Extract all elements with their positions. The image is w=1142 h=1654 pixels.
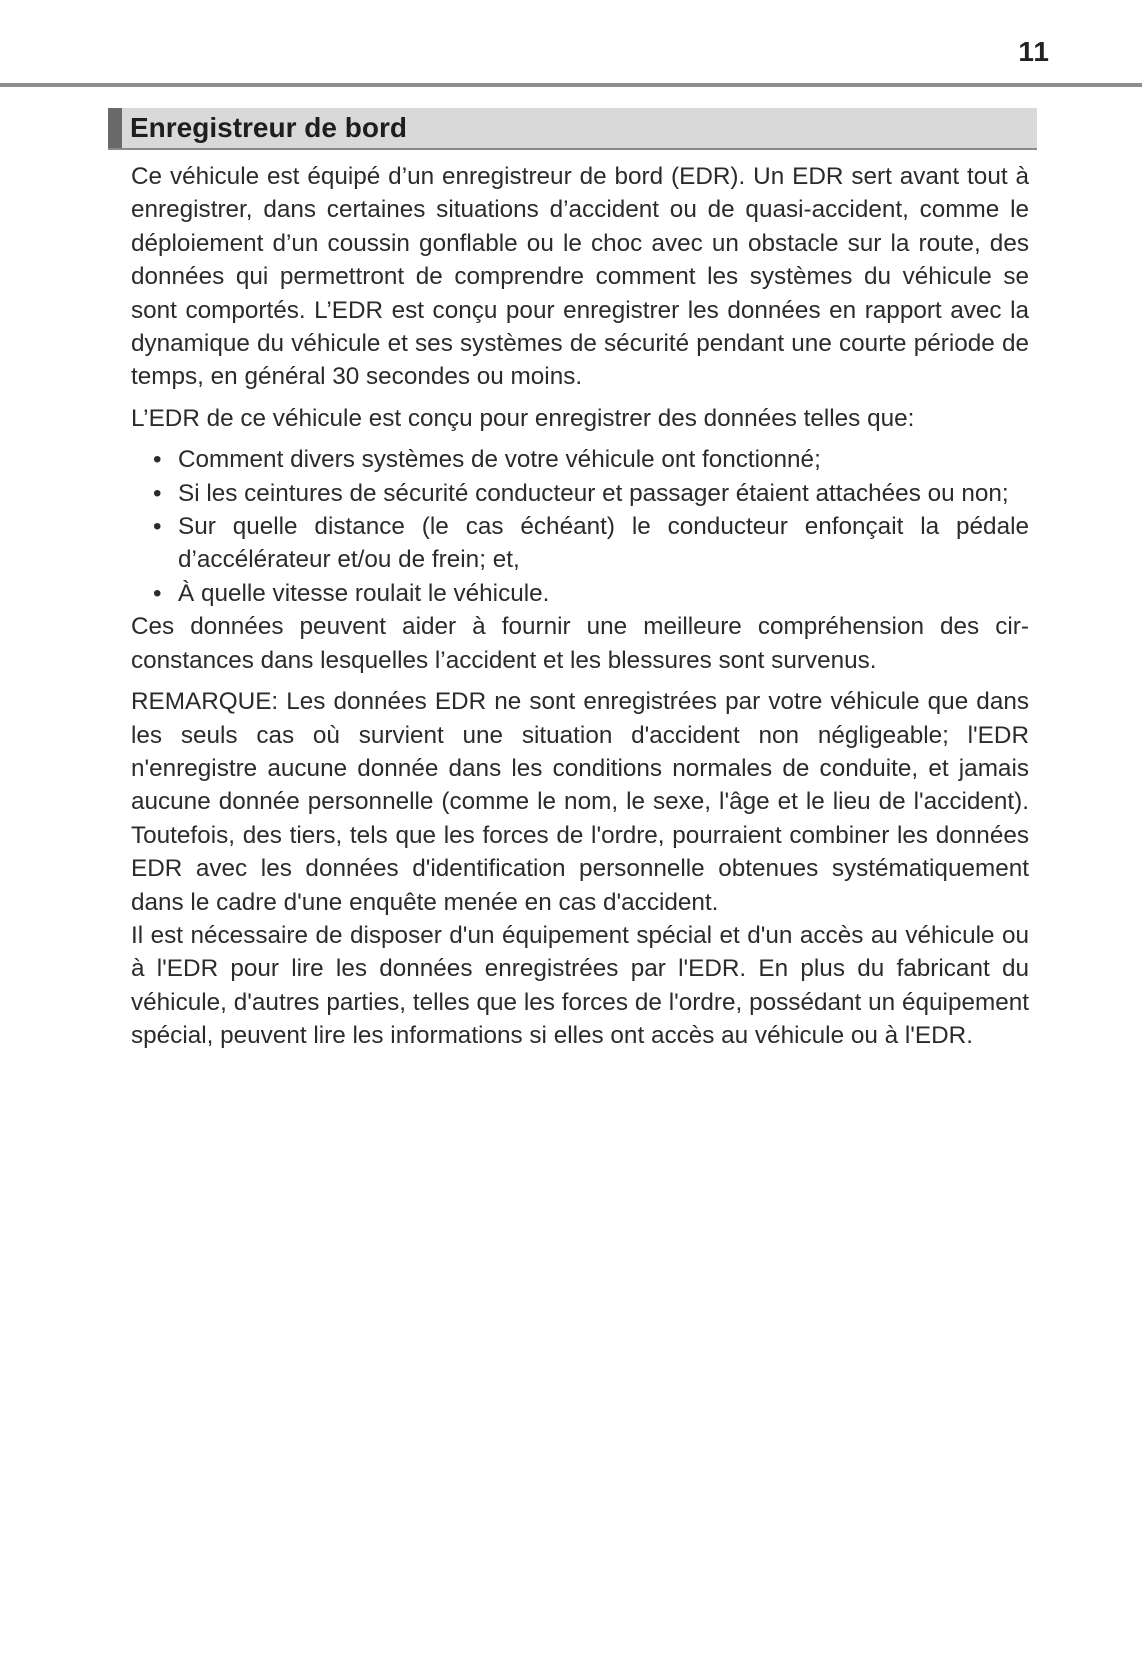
list-item <box>131 577 1029 610</box>
list-item-text: À quelle vitesse roulait le véhicule. <box>178 579 550 607</box>
list-item <box>131 510 1029 577</box>
section-marker <box>108 108 122 148</box>
bullet-icon: • <box>153 479 162 507</box>
paragraph-list-intro: L’EDR de ce véhicule est conçu pour enregistrer des données telles que: <box>131 404 915 432</box>
bullet-icon: • <box>153 446 162 474</box>
list-item-text: Si les ceintures de sécurité conducteur et passager étaient attachées ou non; <box>178 479 1009 507</box>
paragraph-data-purpose: Ces données peuvent aider à fournir une meilleure compréhension des circonstances dans lesquelles l’accident et les blessures sont survenus. <box>131 613 1029 674</box>
paragraph-remarque: REMARQUE: Les données EDR ne sont enregistrées par votre véhicule que dans les seuls cas où survient une situation d'accident non négligeable; l'EDR n'enregistre aucune donnée dans les conditions normales de conduite, et jamais aucune donnée personnelle (comme le nom, le sexe, l'âge et le lieu de l'accident). Toutefois, des tiers, tels que les forces de l'ordre, pourraient combiner les données EDR avec les données d'identification personnelle obtenues systématiquement dans le cadre d'une enquête menée en cas d'accident. <box>131 688 1029 916</box>
list-item <box>131 477 1029 510</box>
section-header <box>108 108 1037 150</box>
paragraph-intro: Ce véhicule est équipé d’un enregistreur de bord (EDR). Un EDR sert avant tout à enregistrer, dans certaines situations d’accident ou de quasi-accident, comme le déploiement d’un coussin gonflable ou le choc avec un obstacle sur la route, des données qui permettront de comprendre comment les systèmes du véhicule se sont comportés. L’EDR est conçu pour enregistrer les données en rapport avec la dynamique du véhicule et ses systèmes de sécurité pendant une courte période de temps, en général 30 secondes ou moins. <box>131 163 1029 391</box>
list-item-text: Comment divers systèmes de votre véhicule ont fonctionné; <box>178 446 821 474</box>
page-number: 11 <box>1018 36 1050 67</box>
body-content <box>131 160 1029 1053</box>
paragraph-access: Il est nécessaire de disposer d'un équipement spécial et d'un accès au véhicule ou à l'EDR pour lire les données enregistrées par l'EDR. En plus du fabricant du véhicule, d'autres parties, telles que les forces de l'ordre, possédant un équipement spécial, peuvent lire les informations si elles ont accès au véhicule ou à l'EDR. <box>131 921 1029 1050</box>
list-item-text: Sur quelle distance (le cas échéant) le conducteur enfonçait la pédale d’accélérateur et/ou de frein; et, <box>178 513 1029 574</box>
list-item <box>131 443 1029 476</box>
bullet-icon: • <box>153 579 162 607</box>
header-rule <box>0 83 1142 87</box>
section-title: Enregistreur de bord <box>130 112 407 143</box>
bullet-icon: • <box>153 513 162 541</box>
bullet-list <box>131 443 1029 610</box>
